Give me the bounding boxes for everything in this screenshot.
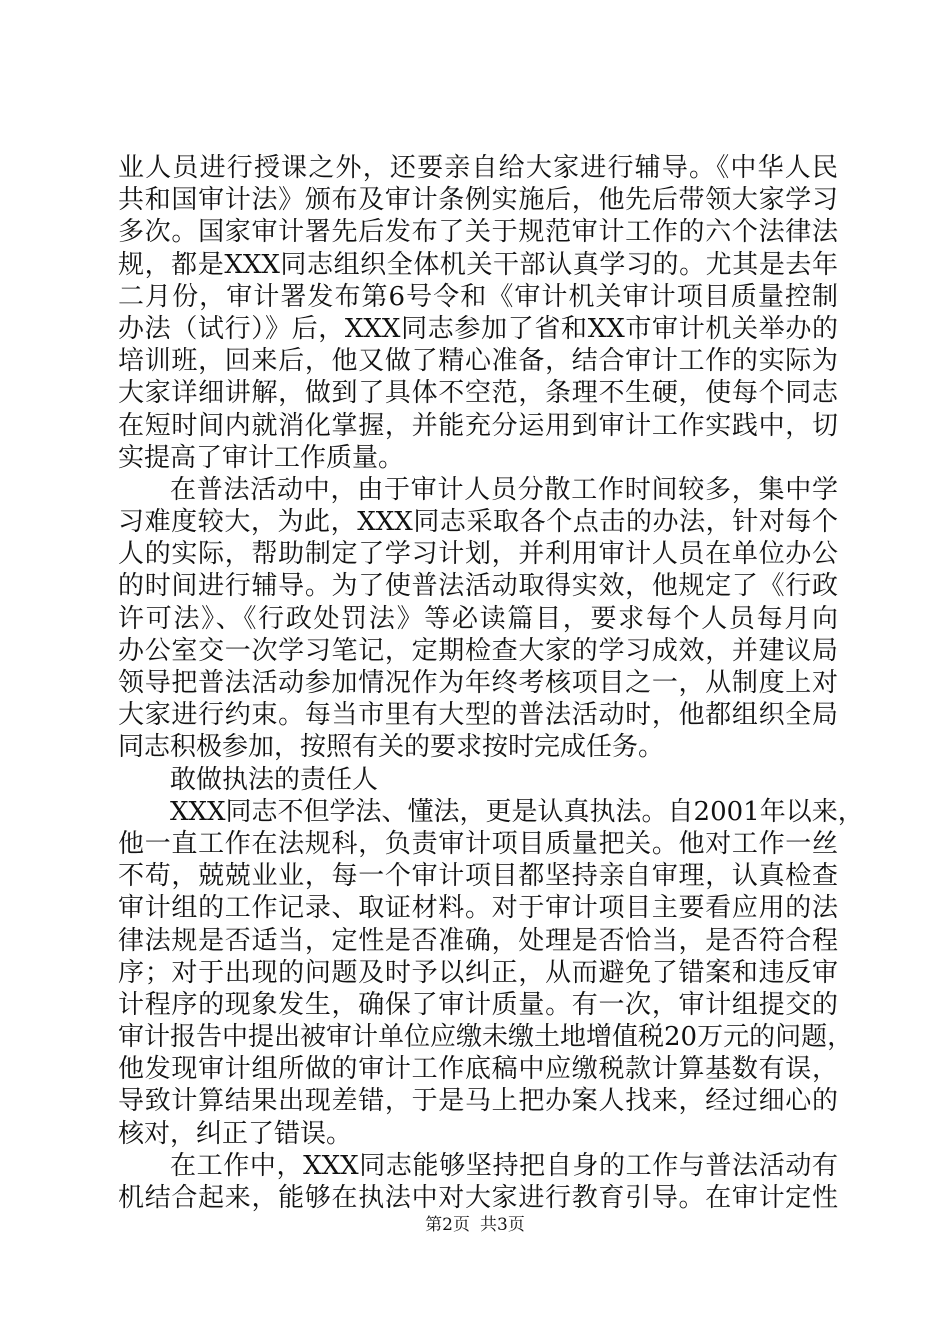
text-line: 办法（试行）》后，XXX同志参加了省和XX市审计机关举办的 xyxy=(118,313,838,344)
text-line: 二月份，审计署发布第6号令和《审计机关审计项目质量控制 xyxy=(118,281,838,312)
text-line: 同志积极参加，按照有关的要求按时完成任务。 xyxy=(118,732,665,763)
text-line: 计程序的现象发生，确保了审计质量。有一次，审计组提交的 xyxy=(118,989,838,1020)
text-line: 在短时间内就消化掌握，并能充分运用到审计工作实践中，切 xyxy=(118,410,838,441)
page-footer xyxy=(0,1213,950,1237)
text-line: 他一直工作在法规科，负责审计项目质量把关。他对工作一丝 xyxy=(118,828,838,859)
text-line: 规，都是XXX同志组织全体机关干部认真学习的。尤其是去年 xyxy=(118,249,838,280)
text-line: 序；对于出现的问题及时予以纠正，从而避免了错案和违反审 xyxy=(118,957,838,988)
text-line: 敢做执法的责任人 xyxy=(170,764,379,795)
document-body xyxy=(118,152,864,1214)
text-line: 在普法活动中，由于审计人员分散工作时间较多，集中学 xyxy=(170,474,838,505)
text-line: 多次。国家审计署先后发布了关于规范审计工作的六个法律法 xyxy=(118,217,838,248)
text-line: XXX同志不但学法、懂法，更是认真执法。自2001年以来， xyxy=(170,796,864,827)
text-line: 人的实际，帮助制定了学习计划，并利用审计人员在单位办公 xyxy=(118,539,838,570)
text-line: 审计报告中提出被审计单位应缴未缴土地增值税20万元的问题， xyxy=(118,1022,854,1053)
text-line: 审计组的工作记录、取证材料。对于审计项目主要看应用的法 xyxy=(118,893,838,924)
text-line: 大家进行约束。每当市里有大型的普法活动时，他都组织全局 xyxy=(118,700,838,731)
text-line: 共和国审计法》颁布及审计条例实施后，他先后带领大家学习 xyxy=(118,185,838,216)
text-line: 导致计算结果出现差错，于是马上把办案人找来，经过细心的 xyxy=(118,1086,838,1117)
text-line: 大家详细讲解，做到了具体不空范，条理不生硬，使每个同志 xyxy=(118,378,838,409)
text-line: 不苟，兢兢业业，每一个审计项目都坚持亲自审理，认真检查 xyxy=(118,861,838,892)
text-line: 律法规是否适当，定性是否准确，处理是否恰当，是否符合程 xyxy=(118,925,838,956)
text-line: 机结合起来，能够在执法中对大家进行教育引导。在审计定性 xyxy=(118,1183,838,1213)
text-line: 领导把普法活动参加情况作为年终考核项目之一，从制度上对 xyxy=(118,668,838,698)
page-total: 共3页 xyxy=(480,1215,525,1235)
text-line: 业人员进行授课之外，还要亲自给大家进行辅导。《中华人民 xyxy=(118,153,838,183)
text-line: 培训班，回来后，他又做了精心准备，结合审计工作的实际为 xyxy=(118,346,838,377)
text-line: 办公室交一次学习笔记，定期检查大家的学习成效，并建议局 xyxy=(118,635,838,666)
text-line: 实提高了审计工作质量。 xyxy=(118,442,405,473)
text-line: 在工作中，XXX同志能够坚持把自身的工作与普法活动有 xyxy=(170,1150,838,1181)
text-line: 的时间进行辅导。为了使普法活动取得实效，他规定了《行政 xyxy=(118,571,838,602)
text-line: 核对，纠正了错误。 xyxy=(118,1118,353,1149)
text-line: 他发现审计组所做的审计工作底稿中应缴税款计算基数有误， xyxy=(118,1054,838,1085)
text-line: 许可法》、《行政处罚法》等必读篇目，要求每个人员每月向 xyxy=(118,603,838,634)
page-number: 第2页 xyxy=(425,1215,470,1235)
text-line: 习难度较大，为此，XXX同志采取各个点击的办法，针对每个 xyxy=(118,507,838,538)
